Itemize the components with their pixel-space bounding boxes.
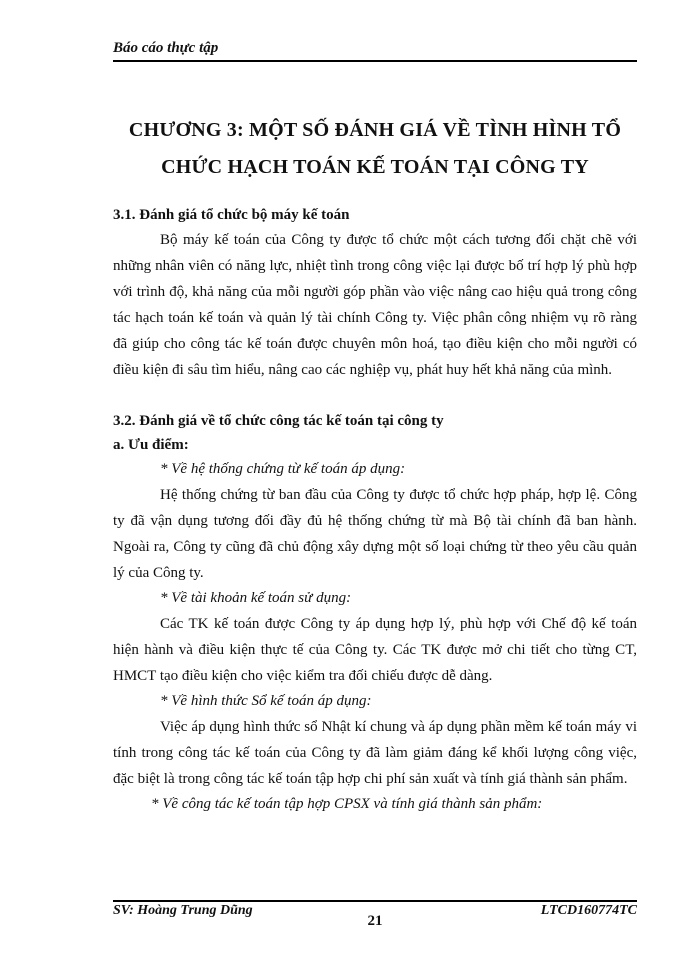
item-text-vouchers: Hệ thống chứng từ ban đầu của Công ty được tổ chức hợp pháp, hợp lệ. Công ty đã vận dụng tương đối đầy đủ hệ thống chứng từ mà Bộ tài chính đã ban hành. Ngoài ra, Công ty cũng đã chủ động xây dựng một số loại chứng từ theo yêu cầu quản lý của Công ty. [113, 487, 637, 581]
page-number: 21 [367, 913, 383, 929]
document-body [113, 203, 637, 817]
item-text-accounts: Các TK kế toán được Công ty áp dụng hợp lý, phù hợp với Chế độ kế toán hiện hành và điều kiện thực tế của Công ty. Các TK được mở chi tiết cho từng CT, HMCT tạo điều kiện cho việc kiểm tra đối chiếu được dễ dàng. [113, 616, 637, 684]
chapter-title-line-2: CHỨC HẠCH TOÁN KẾ TOÁN TẠI CÔNG TY [161, 156, 589, 178]
section-3-1-paragraph: Bộ máy kế toán của Công ty được tổ chức một cách tương đối chặt chẽ với những nhân viên có năng lực, nhiệt tình trong công việc lại được bố trí hợp lý phù hợp với trình độ, khả năng của mỗi người góp phần vào việc nâng cao hiệu quả trong công tác hạch toán kế toán và quản lý tài chính Công ty. Việc phân công nhiệm vụ rõ ràng đã giúp cho công tác kế toán được chuyên môn hoá, tạo điều kiện cho mỗi người có điều kiện đi sâu tìm hiểu, nâng cao các nghiệp vụ, phát huy hết khả năng của mình. [113, 232, 637, 378]
item-title-vouchers: * Về hệ thống chứng từ kế toán áp dụng: [160, 461, 406, 477]
item-title-ledger: * Về hình thức Sổ kế toán áp dụng: [160, 693, 372, 709]
section-heading-3-1: 3.1. Đánh giá tổ chức bộ máy kế toán [113, 207, 350, 223]
item-text-ledger: Việc áp dụng hình thức sổ Nhật kí chung và áp dụng phần mềm kế toán máy vi tính trong công tác kế toán của Công ty đã làm giảm đáng kể khối lượng công việc, đặc biệt là trong công tác kế toán tập hợp chi phí sản xuất và tính giá thành sản phẩm. [113, 719, 637, 787]
chapter-title-line-1: CHƯƠNG 3: MỘT SỐ ĐÁNH GIÁ VỀ TÌNH HÌNH TỔ [128, 119, 622, 141]
subheading-advantages: a. Ưu điểm: [113, 437, 189, 453]
section-heading-3-2: 3.2. Đánh giá về tổ chức công tác kế toán tại công ty [113, 413, 444, 429]
chapter-title [113, 112, 637, 186]
footer-student: SV: Hoàng Trung Dũng [113, 903, 253, 918]
item-title-cost: * Về công tác kế toán tập hợp CPSX và tính giá thành sản phẩm: [151, 796, 543, 812]
document-header: Báo cáo thực tập [113, 40, 219, 56]
footer-code: LTCD160774TC [540, 903, 637, 918]
item-title-accounts: * Về tài khoản kế toán sử dụng: [160, 590, 352, 606]
header-divider [113, 60, 637, 62]
footer-divider [113, 900, 637, 902]
